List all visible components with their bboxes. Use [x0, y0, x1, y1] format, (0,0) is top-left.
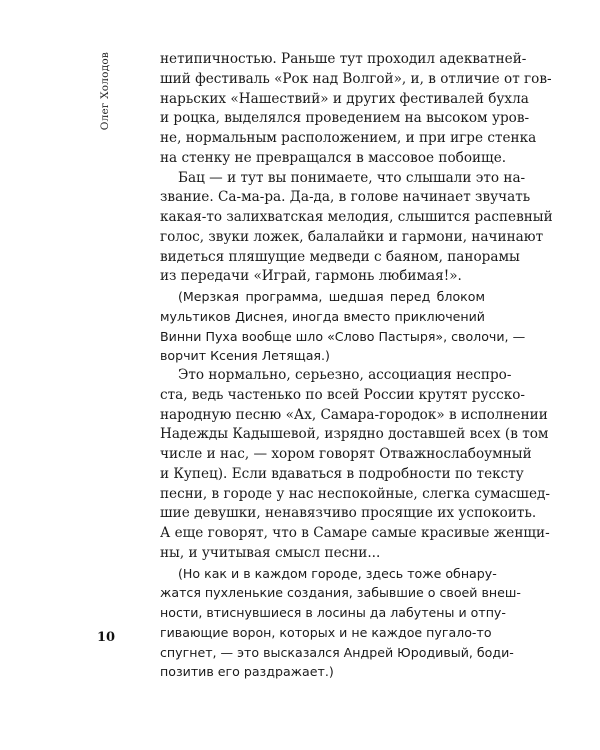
paragraph-2 — [160, 169, 553, 288]
text-line: и Купец). Если вдаваться в подробности по тексту — [160, 465, 524, 482]
text-line: жатся пухленькие создания, забывшие о своей внеш- — [160, 585, 521, 601]
text-line: песни, в городе у нас неспокойные, слегка сумасшед- — [160, 485, 550, 502]
text-line: видеться пляшущие медведи с баяном, панорамы — [160, 248, 520, 265]
running-head-author: Олег Холодов — [99, 52, 111, 131]
text-line: ста, ведь частенько по всей России крутят русско- — [160, 386, 525, 403]
aside-paragraph-2 — [160, 564, 521, 683]
text-line: (Но как и в каждом городе, здесь тоже обнару- — [178, 565, 497, 581]
text-line: голос, звуки ложек, балалайки и гармони, начинают — [160, 228, 544, 245]
text-line: Надежды Кадышевой, изрядно доставшей всех (в том — [160, 426, 549, 443]
text-line: гивающие ворон, которых и не каждое пугало-то — [160, 624, 492, 640]
text-line: на стенку не превращался в массовое побоище. — [160, 149, 507, 166]
text-line: (Мерзкая программа, шедшая перед блоком — [178, 289, 485, 304]
text-line: Бац — и тут вы понимаете, что слышали это на- — [178, 169, 526, 186]
text-line: народную песню «Ах, Самара-городок» в исполнении — [160, 406, 548, 423]
text-line: нарьских «Нашествий» и других фестивалей бухла — [160, 90, 529, 107]
text-line: ности, втиснувшиеся в лосины да лабутены и отпу- — [160, 605, 506, 620]
text-line: нетипичностью. Раньше тут проходил адекватней- — [160, 51, 527, 67]
body-text — [160, 50, 553, 682]
text-line: ворчит Ксения Летящая.) — [160, 348, 330, 364]
running-head — [95, 52, 115, 182]
text-line: числе и нас, — хором говорят Отважнослабоумный — [160, 446, 532, 462]
text-line: не, нормальным расположением, и при игре стенка — [160, 130, 537, 146]
text-line: из передачи «Играй, гармонь любимая!». — [160, 268, 462, 285]
text-line: А еще говорят, что в Самаре самые красивые женщи- — [160, 525, 550, 541]
text-line: шие девушки, ненавязчиво просящие их успокоить. — [160, 505, 537, 522]
text-line: Винни Пуха вообще шло «Слово Пастыря», сволочи, — — [160, 328, 526, 344]
text-line: ший фестиваль «Рок над Волгой», и, в отличие от гов- — [160, 70, 552, 87]
text-line: ны, и учитывая смысл песни... — [160, 544, 381, 561]
text-line: Это нормально, серьезно, ассоциация неспро- — [178, 367, 512, 383]
text-line: спугнет, — это высказался Андрей Юродивый, боди- — [160, 644, 514, 660]
text-line: и роцка, выделялся проведением на высоком уров- — [160, 110, 530, 127]
text-line: мультиков Диснея, иногда вместо приключений — [160, 308, 485, 324]
text-line: звание. Са-ма-ра. Да-да, в голове начинает звучать — [160, 189, 531, 206]
aside-paragraph-1 — [160, 287, 526, 366]
paragraph-1 — [160, 50, 552, 169]
text-line: какая-то залихватская мелодия, слышится распевный — [160, 209, 553, 225]
paragraph-3 — [160, 366, 550, 564]
text-line: позитив его раздражает.) — [160, 664, 334, 680]
page-number: 10 — [97, 630, 116, 645]
